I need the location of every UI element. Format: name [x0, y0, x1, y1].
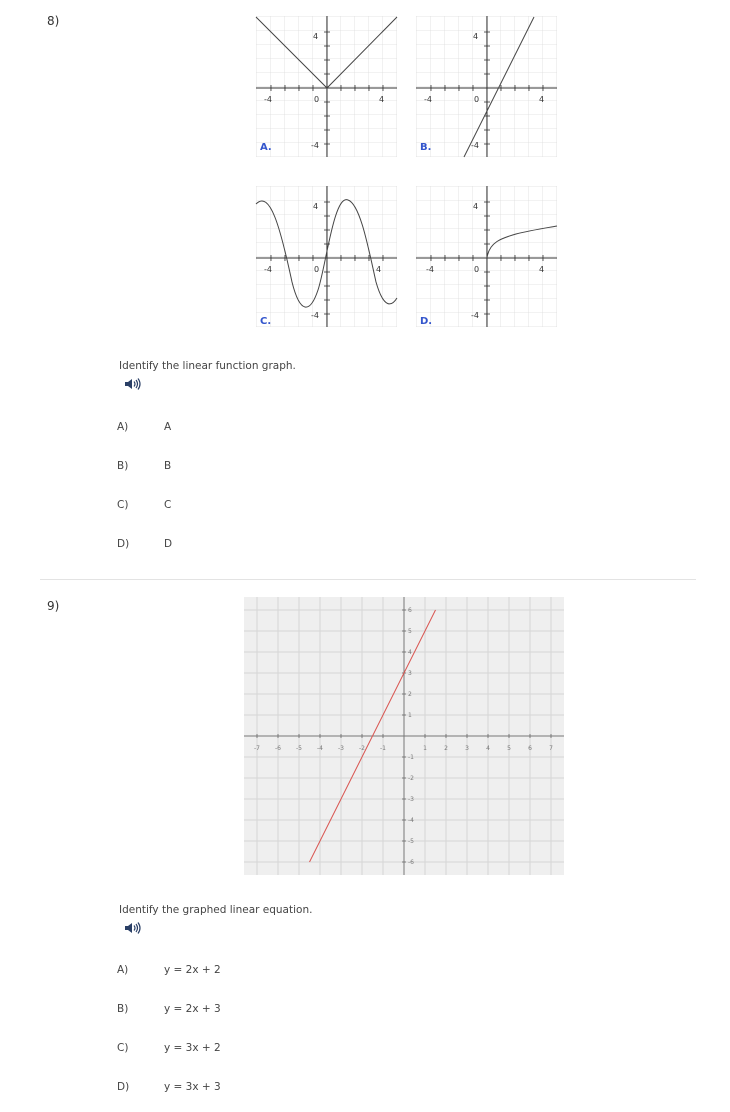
graph-b-label: B.: [420, 142, 432, 153]
graph-d-tick-pos-x: 4: [539, 265, 545, 274]
graph-a-label: A.: [260, 142, 272, 153]
answer-graphs-panel: [250, 10, 570, 340]
speaker-icon[interactable]: [124, 377, 142, 391]
linear-equation-graph: [244, 597, 564, 875]
graph-d-label: D.: [420, 316, 433, 327]
q8-option-d-letter[interactable]: D): [117, 538, 130, 550]
question-number-8: 8): [47, 14, 60, 28]
x-tick-label: 2: [444, 745, 448, 752]
x-tick-label: 5: [507, 745, 511, 752]
x-tick-label: -4: [317, 745, 323, 752]
x-tick-label: 7: [549, 745, 553, 752]
question-number-9: 9): [47, 599, 60, 613]
graph-a-tick-neg-y: -4: [311, 141, 319, 150]
q8-option-b-text[interactable]: B: [164, 460, 172, 472]
question-divider: [40, 579, 696, 580]
graph-b-tick-pos-y: 4: [473, 32, 479, 41]
graph-b-tick-zero: 0: [474, 95, 480, 104]
y-tick-label: 3: [408, 670, 412, 677]
x-tick-label: -5: [296, 745, 302, 752]
graph-c-tick-neg-x: -4: [264, 265, 272, 274]
graph-c-tick-pos-y: 4: [313, 202, 319, 211]
q8-option-d-text[interactable]: D: [164, 538, 173, 550]
q9-option-d-text[interactable]: y = 3x + 3: [164, 1081, 221, 1093]
q9-option-a-text[interactable]: y = 2x + 2: [164, 964, 221, 976]
y-tick-label: 2: [408, 691, 412, 698]
x-tick-label: -2: [359, 745, 365, 752]
x-tick-label: -1: [380, 745, 386, 752]
q8-option-c-letter[interactable]: C): [117, 499, 129, 511]
x-tick-label: 1: [423, 745, 427, 752]
y-tick-label: 5: [408, 628, 412, 635]
y-tick-label: 1: [408, 712, 412, 719]
graph-c-tick-zero: 0: [314, 265, 320, 274]
q8-option-b-letter[interactable]: B): [117, 460, 129, 472]
graph-a-tick-pos-x: 4: [379, 95, 385, 104]
graph-a-tick-pos-y: 4: [313, 32, 319, 41]
q8-option-a-text[interactable]: A: [164, 421, 172, 433]
graph-c-label: C.: [260, 316, 272, 327]
y-tick-label: -5: [408, 838, 414, 845]
x-tick-label: -6: [275, 745, 281, 752]
graph-c-tick-pos-x: 4: [376, 265, 382, 274]
graph-d-tick-neg-y: -4: [471, 311, 479, 320]
graph-d-tick-zero: 0: [474, 265, 480, 274]
q9-option-b-letter[interactable]: B): [117, 1003, 129, 1015]
y-tick-label: -1: [408, 754, 414, 761]
y-tick-label: -4: [408, 817, 414, 824]
y-tick-label: 4: [408, 649, 412, 656]
q8-option-c-text[interactable]: C: [164, 499, 172, 511]
graph-a-tick-neg-x: -4: [264, 95, 272, 104]
x-tick-label: 6: [528, 745, 532, 752]
q8-option-a-letter[interactable]: A): [117, 421, 129, 433]
question-9-prompt: Identify the graphed linear equation.: [119, 904, 313, 916]
graph-a-tick-zero: 0: [314, 95, 320, 104]
graph-c-tick-neg-y: -4: [311, 311, 319, 320]
graph-a: [256, 16, 397, 157]
q9-option-b-text[interactable]: y = 2x + 3: [164, 1003, 221, 1015]
q9-option-a-letter[interactable]: A): [117, 964, 129, 976]
graph-d-tick-pos-y: 4: [473, 202, 479, 211]
graph-b-tick-neg-y: -4: [471, 141, 479, 150]
speaker-icon[interactable]: [124, 921, 142, 935]
graph-b: [416, 16, 557, 157]
q9-option-c-letter[interactable]: C): [117, 1042, 129, 1054]
y-tick-label: 6: [408, 607, 412, 614]
q9-option-c-text[interactable]: y = 3x + 2: [164, 1042, 221, 1054]
graph-b-tick-pos-x: 4: [539, 95, 545, 104]
x-tick-label: 3: [465, 745, 469, 752]
graph-d: [416, 186, 557, 327]
y-tick-label: -6: [408, 859, 414, 866]
question-8-prompt: Identify the linear function graph.: [119, 360, 296, 372]
x-tick-label: 4: [486, 745, 490, 752]
y-tick-label: -3: [408, 796, 414, 803]
q9-option-d-letter[interactable]: D): [117, 1081, 130, 1093]
graph-c: [256, 186, 397, 327]
graph-b-tick-neg-x: -4: [424, 95, 432, 104]
y-tick-label: -2: [408, 775, 414, 782]
graph-d-tick-neg-x: -4: [426, 265, 434, 274]
x-tick-label: -3: [338, 745, 344, 752]
x-tick-label: -7: [254, 745, 260, 752]
